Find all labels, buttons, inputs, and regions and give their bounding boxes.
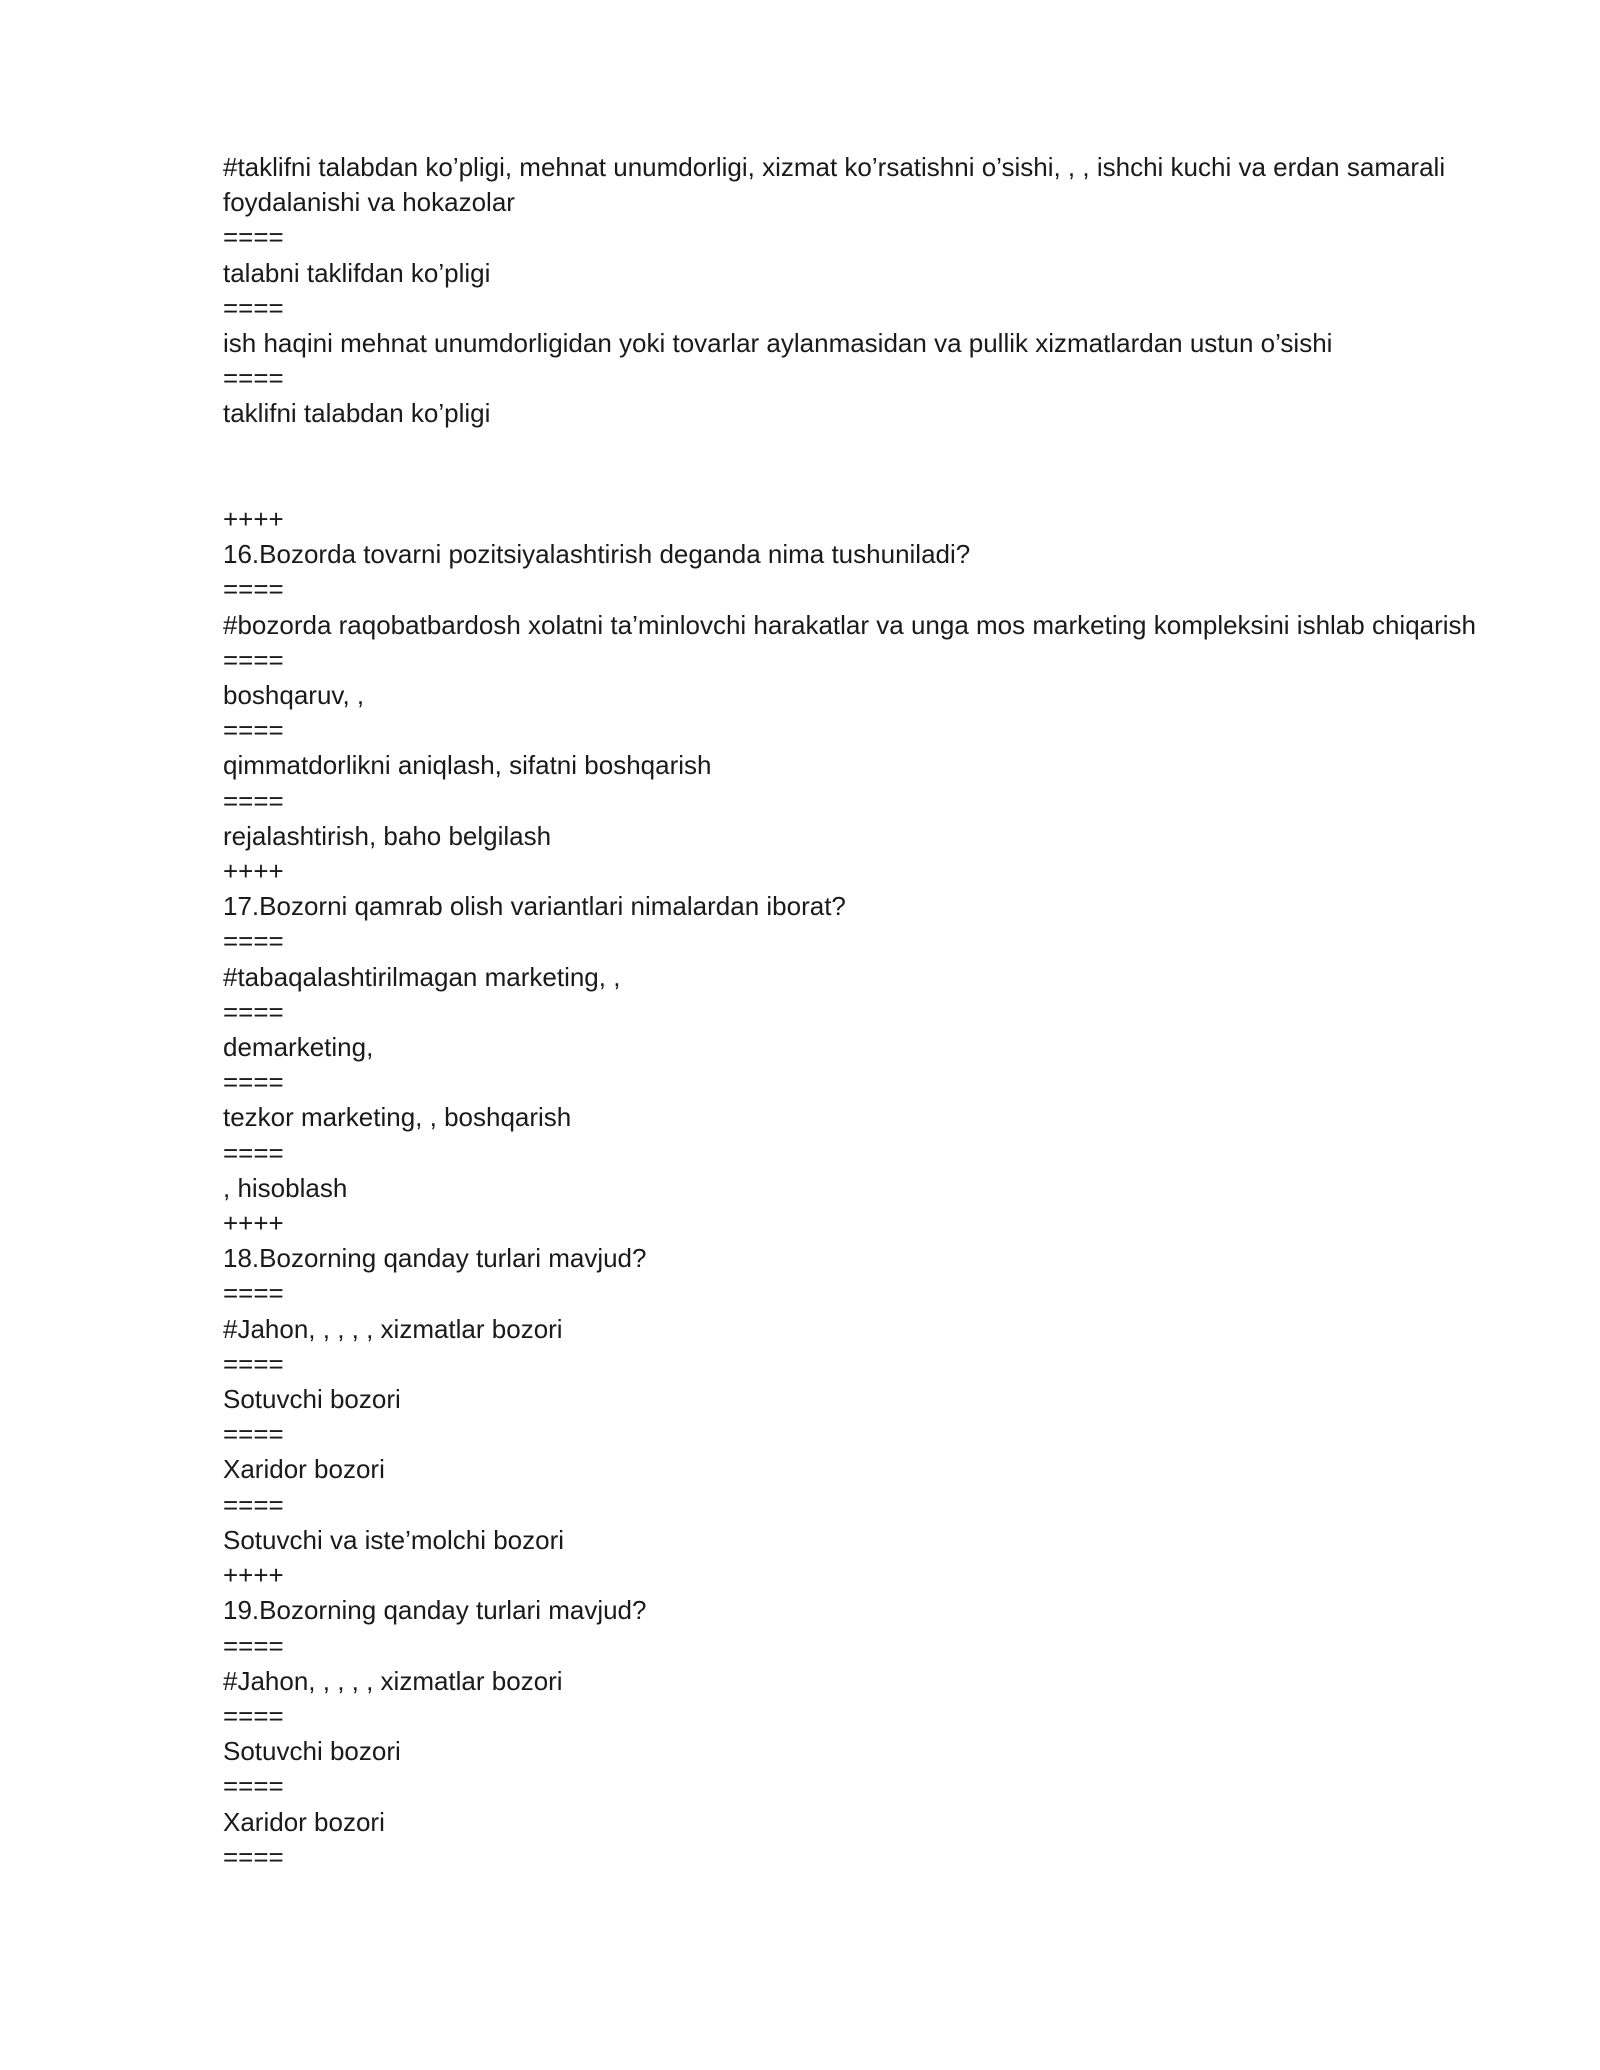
separator-line: ==== — [223, 785, 284, 816]
answer-line: #taklifni talabdan ko’pligi, mehnat unumdorligi, xizmat ko’rsatishni o’sishi, , , ishchi kuchi va erdan samarali foydalanishi va hokazolar — [223, 152, 1453, 218]
document-body — [223, 150, 1483, 1875]
separator-line: ==== — [223, 996, 284, 1027]
answer-line: rejalashtirish, baho belgilash — [223, 820, 552, 851]
question-marker: ++++ — [223, 1208, 284, 1239]
answer-line: ish haqini mehnat unumdorligidan yoki tovarlar aylanmasidan va pullik xizmatlardan ustun o’sishi — [223, 328, 1333, 359]
separator-line: ==== — [223, 574, 284, 605]
separator-line: ==== — [223, 1067, 284, 1098]
answer-line: Sotuvchi bozori — [223, 1384, 401, 1415]
question-line: 19.Bozorning qanday turlari mavjud? — [223, 1595, 647, 1626]
separator-line: ==== — [223, 1348, 284, 1379]
separator-line: ==== — [223, 644, 284, 675]
separator-line: ==== — [223, 1630, 284, 1661]
answer-line: #Jahon, , , , , xizmatlar bozori — [223, 1313, 563, 1344]
question-line: 17.Bozorni qamrab olish variantlari nimalardan iborat? — [223, 891, 846, 922]
question-marker: ++++ — [223, 504, 284, 534]
answer-line: , hisoblash — [223, 1172, 348, 1203]
answer-line: taklifni talabdan ko’pligi — [223, 398, 491, 429]
answer-line: Sotuvchi va iste’molchi bozori — [223, 1524, 565, 1555]
blank-line — [223, 467, 1483, 502]
separator-line: ==== — [223, 715, 284, 746]
answer-line: qimmatdorlikni aniqlash, sifatni boshqarish — [223, 750, 712, 781]
separator-line: ==== — [223, 363, 284, 394]
answer-line: boshqaruv, , — [223, 680, 365, 711]
answer-line: tezkor marketing, , boshqarish — [223, 1102, 572, 1133]
separator-line: ==== — [223, 1700, 284, 1731]
answer-line: #Jahon, , , , , xizmatlar bozori — [223, 1665, 563, 1696]
question-line: 18.Bozorning qanday turlari mavjud? — [223, 1243, 647, 1274]
separator-line: ==== — [223, 1278, 284, 1309]
answer-line: Sotuvchi bozori — [223, 1736, 401, 1767]
separator-line: ==== — [223, 222, 284, 253]
separator-line: ==== — [223, 1419, 284, 1450]
blank-line — [223, 432, 1483, 467]
answer-line: Xaridor bozori — [223, 1806, 385, 1837]
question-marker: ++++ — [223, 856, 284, 887]
separator-line: ==== — [223, 1137, 284, 1168]
separator-line: ==== — [223, 292, 284, 323]
answer-line: #tabaqalashtirilmagan marketing, , — [223, 961, 621, 992]
separator-line: ==== — [223, 1489, 284, 1520]
question-line: 16.Bozorda tovarni pozitsiyalashtirish deganda nima tushuniladi? — [223, 539, 971, 570]
answer-line: #bozorda raqobatbardosh xolatni ta’minlovchi harakatlar va unga mos marketing kompleksini ishlab chiqarish — [223, 609, 1477, 640]
answer-line: talabni taklifdan ko’pligi — [223, 257, 491, 288]
separator-line: ==== — [223, 926, 284, 957]
answer-line: demarketing, — [223, 1032, 374, 1063]
answer-line: Xaridor bozori — [223, 1454, 385, 1485]
separator-line: ==== — [223, 1771, 284, 1802]
separator-line: ==== — [223, 1841, 284, 1872]
question-marker: ++++ — [223, 1560, 284, 1591]
